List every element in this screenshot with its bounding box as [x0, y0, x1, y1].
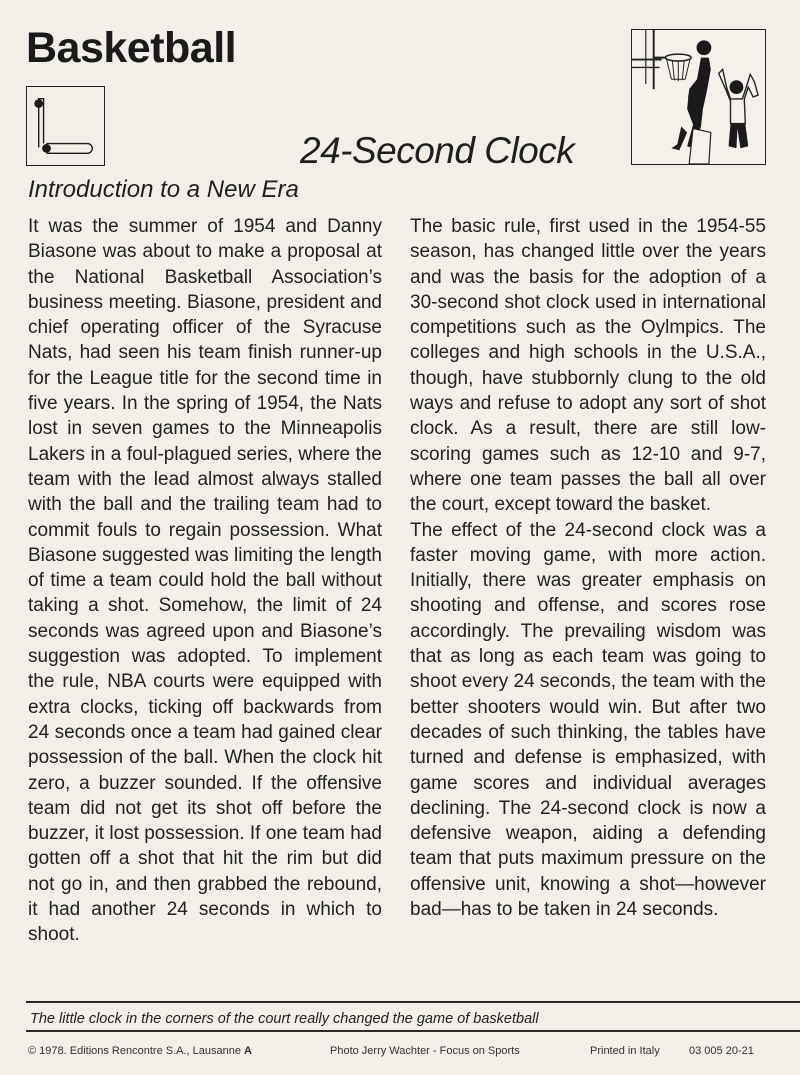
right-column-paragraph-2: The effect of the 24-second clock was a faster moving game, with more action. Initially, there was greater emphasis on shooting and offense, and scores rose accordingly. The prevailing wisdom was that as long as each team was going to shoot every 24 seconds, the team with the better shooters would win. But after two decades of such thinking, the tables have turned and defense is emphasized, with game scores and individual averages declining. The 24-second clock is now a defensive weapon, aiding a defending team that puts maximum pressure on the offensive unit, knowing a shot—however bad—has to be taken in 24 seconds.: [410, 519, 766, 921]
card-subtitle: Introduction to a New Era: [28, 176, 299, 203]
scroll-icon: [26, 86, 105, 166]
right-column-paragraph-1: The basic rule, first used in the 1954-55 season, has changed little over the years and was the basis for the adoption of a 30-second shot clock used in international competitions such as the Oylmpics. The colleges and high schools in the U.S.A., though, have stubbornly clung to the old ways and refuse to adopt any sort of shot clock. As a result, there are still low-scoring games such as 12-10 and 9-7, where one team passes the ball all over the court, except toward the basket.: [410, 216, 766, 516]
left-column: [28, 214, 382, 948]
caption: The little clock in the corners of the court really changed the game of basketball: [30, 1011, 539, 1027]
caption-top-divider: [26, 1001, 800, 1003]
left-column-text: It was the summer of 1954 and Danny Biasone was about to make a proposal at the National Basketball Association’s business meeting. Biasone, president and chief operating officer of the Syracuse Nats, had seen his team finish runner-up for the League title for the second time in five years. In the spring of 1954, the Nats lost in seven games to the Minneapolis Lakers in a foul-plagued series, where the team with the lead almost always stalled with the ball and the trailing team had to commit fouls to regain possession. What Biasone suggested was limiting the length of time a team could hold the ball without taking a shot. Somehow, the limit of 24 seconds was agreed upon and Biasone’s suggestion was adopted. To implement the rule, NBA courts were equipped with extra clocks, ticking off backwards from 24 seconds once a team had gained clear possession of the ball. When the clock hit zero, a buzzer sounded. If the offensive team did not get its shot off before the buzzer, it lost possession. If one team had gotten off a shot that hit the rim but did not go in, and then grabbed the rebound, it had another 24 seconds in which to shoot.: [28, 216, 382, 946]
card-title: 24-Second Clock: [300, 130, 575, 171]
right-column: [410, 214, 766, 922]
footer-copyright: [28, 1045, 252, 1057]
footer-photo-credit: Photo Jerry Wachter - Focus on Sports: [330, 1045, 520, 1057]
sport-title: Basketball: [26, 24, 237, 72]
footer-edition-letter: A: [244, 1045, 252, 1057]
basketball-players-illustration: [631, 29, 766, 165]
footer-copyright-text: © 1978. Editions Rencontre S.A., Lausanne: [28, 1045, 241, 1057]
footer-printed: Printed in Italy: [590, 1045, 660, 1057]
footer-code: 03 005 20-21: [689, 1045, 754, 1057]
caption-bottom-divider: [26, 1030, 800, 1032]
